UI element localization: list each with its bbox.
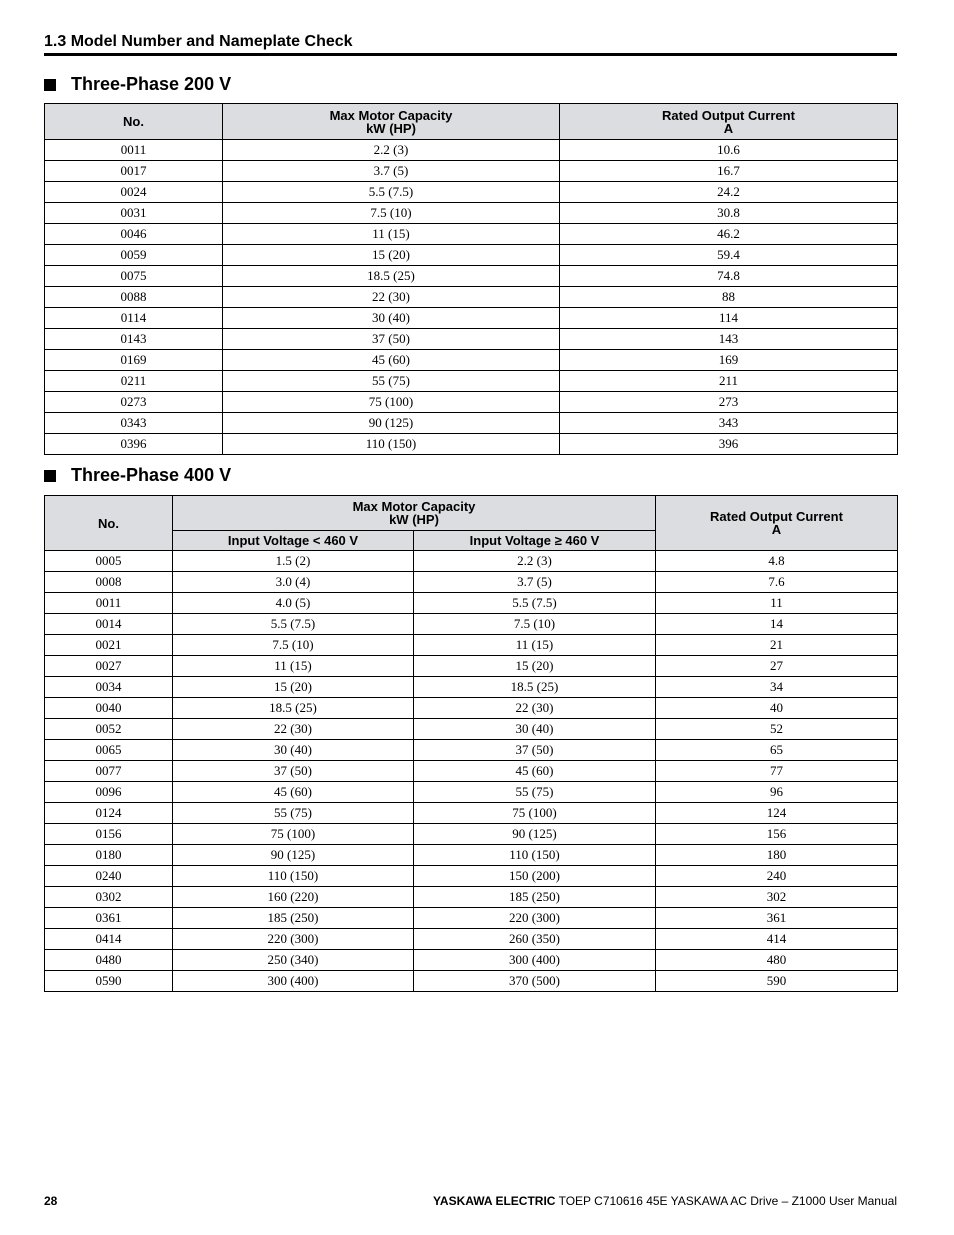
table-cell: 22 (30) bbox=[173, 719, 414, 740]
table-400v bbox=[44, 495, 898, 992]
table-cell: 90 (125) bbox=[414, 824, 656, 845]
footer-doc-info bbox=[433, 1194, 897, 1208]
table-body-200v bbox=[45, 140, 898, 455]
col-header-capacity: Max Motor Capacity kW (HP) bbox=[223, 104, 560, 140]
bullet-square-icon bbox=[44, 79, 56, 91]
table-header-row bbox=[45, 496, 898, 531]
table-row bbox=[45, 614, 898, 635]
table-cell: 11 (15) bbox=[223, 224, 560, 245]
table-cell: 59.4 bbox=[560, 245, 898, 266]
table-cell: 88 bbox=[560, 287, 898, 308]
table-cell: 300 (400) bbox=[173, 971, 414, 992]
table-cell: 11 (15) bbox=[173, 656, 414, 677]
table-cell: 302 bbox=[656, 887, 898, 908]
table-cell: 0034 bbox=[45, 677, 173, 698]
table-cell: 361 bbox=[656, 908, 898, 929]
table-cell: 30 (40) bbox=[414, 719, 656, 740]
table-cell: 30.8 bbox=[560, 203, 898, 224]
table-cell: 0052 bbox=[45, 719, 173, 740]
table-cell: 250 (340) bbox=[173, 950, 414, 971]
table-row bbox=[45, 593, 898, 614]
table-row bbox=[45, 161, 898, 182]
table-cell: 0065 bbox=[45, 740, 173, 761]
table-cell: 590 bbox=[656, 971, 898, 992]
table-row bbox=[45, 635, 898, 656]
table-cell: 5.5 (7.5) bbox=[223, 182, 560, 203]
col-header-no: No. bbox=[45, 104, 223, 140]
table-cell: 110 (150) bbox=[173, 866, 414, 887]
table-row bbox=[45, 698, 898, 719]
section-title: 1.3 Model Number and Nameplate Check bbox=[44, 33, 353, 50]
table-cell: 3.7 (5) bbox=[414, 572, 656, 593]
table-body-400v bbox=[45, 551, 898, 992]
table-cell: 150 (200) bbox=[414, 866, 656, 887]
table-cell: 45 (60) bbox=[223, 350, 560, 371]
table-row bbox=[45, 971, 898, 992]
table-cell: 220 (300) bbox=[414, 908, 656, 929]
table-cell: 0027 bbox=[45, 656, 173, 677]
table-cell: 37 (50) bbox=[223, 329, 560, 350]
table-cell: 4.8 bbox=[656, 551, 898, 572]
table-cell: 0077 bbox=[45, 761, 173, 782]
table-row bbox=[45, 224, 898, 245]
table-cell: 18.5 (25) bbox=[173, 698, 414, 719]
col-header-input-low: Input Voltage < 460 V bbox=[173, 531, 414, 551]
table-cell: 273 bbox=[560, 392, 898, 413]
table-row bbox=[45, 371, 898, 392]
table-cell: 2.2 (3) bbox=[414, 551, 656, 572]
table-cell: 11 (15) bbox=[414, 635, 656, 656]
table-row bbox=[45, 824, 898, 845]
table-cell: 0096 bbox=[45, 782, 173, 803]
table-cell: 169 bbox=[560, 350, 898, 371]
table-cell: 160 (220) bbox=[173, 887, 414, 908]
table-cell: 52 bbox=[656, 719, 898, 740]
col-header-capacity: Max Motor Capacity kW (HP) bbox=[173, 496, 656, 531]
table-cell: 75 (100) bbox=[173, 824, 414, 845]
subsection-200v bbox=[44, 74, 231, 95]
table-row bbox=[45, 887, 898, 908]
table-cell: 0008 bbox=[45, 572, 173, 593]
table-cell: 22 (30) bbox=[414, 698, 656, 719]
section-header bbox=[44, 33, 897, 56]
table-row bbox=[45, 287, 898, 308]
table-cell: 7.6 bbox=[656, 572, 898, 593]
table-cell: 0343 bbox=[45, 413, 223, 434]
table-cell: 0302 bbox=[45, 887, 173, 908]
col-header-input-high: Input Voltage ≥ 460 V bbox=[414, 531, 656, 551]
page-number: 28 bbox=[44, 1194, 58, 1208]
table-cell: 0169 bbox=[45, 350, 223, 371]
table-cell: 0590 bbox=[45, 971, 173, 992]
table-cell: 0075 bbox=[45, 266, 223, 287]
table-cell: 18.5 (25) bbox=[414, 677, 656, 698]
table-cell: 156 bbox=[656, 824, 898, 845]
table-row bbox=[45, 266, 898, 287]
table-cell: 0361 bbox=[45, 908, 173, 929]
table-cell: 185 (250) bbox=[173, 908, 414, 929]
table-cell: 110 (150) bbox=[223, 434, 560, 455]
table-cell: 37 (50) bbox=[414, 740, 656, 761]
table-cell: 7.5 (10) bbox=[414, 614, 656, 635]
table-cell: 55 (75) bbox=[223, 371, 560, 392]
table-cell: 11 bbox=[656, 593, 898, 614]
table-cell: 14 bbox=[656, 614, 898, 635]
table-cell: 370 (500) bbox=[414, 971, 656, 992]
table-cell: 2.2 (3) bbox=[223, 140, 560, 161]
table-row bbox=[45, 950, 898, 971]
table-row bbox=[45, 740, 898, 761]
table-row bbox=[45, 803, 898, 824]
table-cell: 55 (75) bbox=[173, 803, 414, 824]
table-cell: 110 (150) bbox=[414, 845, 656, 866]
table-cell: 211 bbox=[560, 371, 898, 392]
table-cell: 0005 bbox=[45, 551, 173, 572]
table-cell: 143 bbox=[560, 329, 898, 350]
table-cell: 10.6 bbox=[560, 140, 898, 161]
table-header-row bbox=[45, 104, 898, 140]
table-cell: 414 bbox=[656, 929, 898, 950]
table-cell: 15 (20) bbox=[173, 677, 414, 698]
table-row bbox=[45, 782, 898, 803]
table-cell: 65 bbox=[656, 740, 898, 761]
col-header-current: Rated Output Current A bbox=[560, 104, 898, 140]
table-cell: 75 (100) bbox=[414, 803, 656, 824]
subsection-400v bbox=[44, 465, 231, 486]
page-footer bbox=[44, 1194, 897, 1208]
table-row bbox=[45, 350, 898, 371]
table-cell: 0143 bbox=[45, 329, 223, 350]
table-cell: 5.5 (7.5) bbox=[414, 593, 656, 614]
table-cell: 114 bbox=[560, 308, 898, 329]
table-cell: 15 (20) bbox=[414, 656, 656, 677]
table-row bbox=[45, 434, 898, 455]
table-cell: 0024 bbox=[45, 182, 223, 203]
table-cell: 7.5 (10) bbox=[173, 635, 414, 656]
table-row bbox=[45, 182, 898, 203]
table-cell: 77 bbox=[656, 761, 898, 782]
table-cell: 74.8 bbox=[560, 266, 898, 287]
table-row bbox=[45, 761, 898, 782]
table-row bbox=[45, 413, 898, 434]
subsection-title-400v: Three-Phase 400 V bbox=[71, 465, 232, 485]
table-200v bbox=[44, 103, 898, 455]
table-cell: 0011 bbox=[45, 593, 173, 614]
table-cell: 0414 bbox=[45, 929, 173, 950]
table-cell: 1.5 (2) bbox=[173, 551, 414, 572]
table-cell: 0124 bbox=[45, 803, 173, 824]
table-cell: 46.2 bbox=[560, 224, 898, 245]
table-row bbox=[45, 392, 898, 413]
table-cell: 0046 bbox=[45, 224, 223, 245]
table-cell: 0180 bbox=[45, 845, 173, 866]
table-cell: 0211 bbox=[45, 371, 223, 392]
table-cell: 75 (100) bbox=[223, 392, 560, 413]
table-cell: 300 (400) bbox=[414, 950, 656, 971]
table-cell: 5.5 (7.5) bbox=[173, 614, 414, 635]
table-cell: 0156 bbox=[45, 824, 173, 845]
table-cell: 55 (75) bbox=[414, 782, 656, 803]
table-cell: 90 (125) bbox=[223, 413, 560, 434]
table-cell: 45 (60) bbox=[173, 782, 414, 803]
table-row bbox=[45, 929, 898, 950]
table-cell: 0114 bbox=[45, 308, 223, 329]
table-cell: 0017 bbox=[45, 161, 223, 182]
table-cell: 7.5 (10) bbox=[223, 203, 560, 224]
footer-document: TOEP C710616 45E YASKAWA AC Drive – Z1000 User Manual bbox=[558, 1194, 897, 1208]
table-row bbox=[45, 245, 898, 266]
table-cell: 180 bbox=[656, 845, 898, 866]
table-cell: 185 (250) bbox=[414, 887, 656, 908]
table-row bbox=[45, 677, 898, 698]
table-row bbox=[45, 329, 898, 350]
table-cell: 0031 bbox=[45, 203, 223, 224]
table-cell: 24.2 bbox=[560, 182, 898, 203]
table-cell: 0021 bbox=[45, 635, 173, 656]
table-cell: 0240 bbox=[45, 866, 173, 887]
col-header-no: No. bbox=[45, 496, 173, 551]
table-cell: 0480 bbox=[45, 950, 173, 971]
table-cell: 0011 bbox=[45, 140, 223, 161]
table-cell: 30 (40) bbox=[173, 740, 414, 761]
table-cell: 16.7 bbox=[560, 161, 898, 182]
table-cell: 15 (20) bbox=[223, 245, 560, 266]
table-cell: 0273 bbox=[45, 392, 223, 413]
table-cell: 3.0 (4) bbox=[173, 572, 414, 593]
table-row bbox=[45, 140, 898, 161]
table-row bbox=[45, 551, 898, 572]
table-cell: 21 bbox=[656, 635, 898, 656]
table-cell: 124 bbox=[656, 803, 898, 824]
table-cell: 343 bbox=[560, 413, 898, 434]
table-cell: 0040 bbox=[45, 698, 173, 719]
table-cell: 260 (350) bbox=[414, 929, 656, 950]
subsection-title-200v: Three-Phase 200 V bbox=[71, 74, 232, 94]
table-cell: 220 (300) bbox=[173, 929, 414, 950]
table-cell: 0014 bbox=[45, 614, 173, 635]
footer-brand: YASKAWA ELECTRIC bbox=[433, 1194, 556, 1208]
table-cell: 37 (50) bbox=[173, 761, 414, 782]
table-row bbox=[45, 572, 898, 593]
table-cell: 22 (30) bbox=[223, 287, 560, 308]
table-cell: 40 bbox=[656, 698, 898, 719]
table-cell: 96 bbox=[656, 782, 898, 803]
table-cell: 480 bbox=[656, 950, 898, 971]
table-cell: 18.5 (25) bbox=[223, 266, 560, 287]
table-cell: 3.7 (5) bbox=[223, 161, 560, 182]
table-row bbox=[45, 908, 898, 929]
table-cell: 0059 bbox=[45, 245, 223, 266]
table-cell: 30 (40) bbox=[223, 308, 560, 329]
table-row bbox=[45, 845, 898, 866]
table-cell: 4.0 (5) bbox=[173, 593, 414, 614]
table-cell: 34 bbox=[656, 677, 898, 698]
table-row bbox=[45, 656, 898, 677]
table-cell: 396 bbox=[560, 434, 898, 455]
table-row bbox=[45, 719, 898, 740]
table-cell: 27 bbox=[656, 656, 898, 677]
table-cell: 90 (125) bbox=[173, 845, 414, 866]
table-row bbox=[45, 203, 898, 224]
table-cell: 0088 bbox=[45, 287, 223, 308]
bullet-square-icon bbox=[44, 470, 56, 482]
table-cell: 240 bbox=[656, 866, 898, 887]
table-cell: 45 (60) bbox=[414, 761, 656, 782]
col-header-current: Rated Output Current A bbox=[656, 496, 898, 551]
table-cell: 0396 bbox=[45, 434, 223, 455]
table-row bbox=[45, 866, 898, 887]
table-row bbox=[45, 308, 898, 329]
